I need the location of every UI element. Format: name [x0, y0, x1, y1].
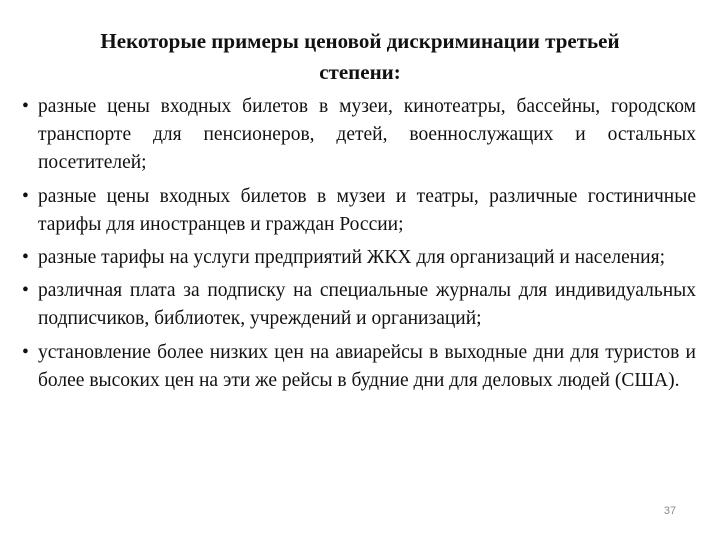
list-item-text: разные цены входных билетов в музеи и театры, различные гостиничные тарифы для иностранцев и граждан России;	[38, 185, 696, 235]
bullet-icon: •	[22, 280, 29, 302]
bullet-icon: •	[22, 341, 29, 363]
list-item	[22, 244, 696, 272]
list-item-text: различная плата за подписку на специальные журналы для индивидуальных подписчиков, библиотек, учреждений и организаций;	[38, 280, 696, 330]
list-item-text: разные цены входных билетов в музеи, кинотеатры, бассейны, городском транспорте для пенсионеров, детей, военнослужащих и остальных посетителей;	[38, 96, 696, 174]
bullet-icon: •	[22, 96, 29, 117]
bullet-icon: •	[22, 185, 29, 207]
list-item	[22, 339, 696, 395]
list-item	[22, 93, 696, 178]
list-item	[22, 183, 696, 239]
list-item	[22, 277, 696, 333]
list-item-text: установление более низких цен на авиарейсы в выходные дни для туристов и более высоких цен на эти же рейсы в будние дни для деловых людей (США).	[38, 341, 696, 391]
bullet-list	[22, 93, 696, 400]
bullet-icon: •	[22, 247, 29, 269]
page-number: 37	[663, 505, 677, 517]
slide-title: Некоторые примеры ценовой дискриминации третьей степени:	[100, 29, 620, 84]
list-item-text: разные тарифы на услуги предприятий ЖКХ для организаций и населения;	[38, 247, 665, 269]
